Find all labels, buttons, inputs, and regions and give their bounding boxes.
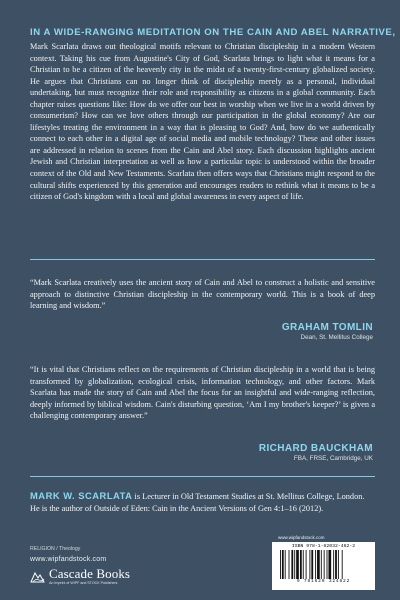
publisher-name: Cascade Books [49,566,131,581]
publisher-logo [30,566,130,586]
barcode-digits: 9 781620 324622 [296,579,351,584]
book-description: Mark Scarlata draws out theological motifs relevant to Christian discipleship in a modern Western context. Taking his cue from Augustine's City of God, Scarlata brings to light what it means for a Christian to be a citizen of the heavenly city in the midst of a twenty-first-century globalized society. He argues that Christians can no longer think of discipleship merely as a personal, individual undertaking, but must recognize their role and responsibility as citizens in a global community. Each chapter raises questions like: How do we offer our best in worship when we live in a world driven by consumerism? How can we love others through our participation in the global economy? Are our lifestyles treating the environment in a way that is pleasing to God? And, how do we authentically connect to each other in a digital age of social media and mobile technology? These and other issues are addressed in relation to scenes from the Cain and Abel story. Each discussion highlights ancient Jewish and Christian interpretation as well as how a particular topic is understood within the broader context of the Old and New Testaments. Scarlata then offers ways that Christians might respond to the cultural shifts experienced by this generation and encourages readers to rethink what it means to be a citizen of God's kingdom with a local and global awareness in every aspect of life. [30,42,375,202]
isbn-number: ISBN 978-1-62032-462-2 [291,544,356,549]
author-name: MARK W. SCARLATA [30,490,133,501]
divider [30,476,375,477]
barcode-icon [278,550,370,579]
divider [30,259,375,260]
endorser-title: FBA, FRSE, Cambridge, UK [293,455,373,462]
publisher-url: www.wipfandstock.com [30,556,107,563]
endorser-name: RICHARD BAUCKHAM [258,443,373,454]
category-label: RELIGION / Theology [30,546,81,552]
cascade-logo-icon [30,570,45,583]
endorser-title: Dean, St. Mellitus College [300,334,373,341]
endorsement-quote: “It is vital that Christians reflect on the requirements of Christian discipleship in a world that is being transformed by globalization, ecological crisis, information technology, and other factors. Mark Scarlata has made the story of Cain and Abel the focus for an insightful and wide-ranging reflection, deeply informed by biblical wisdom. Cain's disturbing question, ‘Am I my brother's keeper?’ is given a challenging contemporary answer.” [30,365,375,420]
headline: IN A WIDE-RANGING MEDITATION ON THE CAIN AND ABEL NARRATIVE, [30,27,396,38]
publisher-imprint: An Imprint of WIPF and STOCK Publishers [49,581,118,585]
endorsement-quote: “Mark Scarlata creatively uses the ancient story of Cain and Abel to construct a holistic and sensitive approach to distinctive Christian discipleship in the contemporary world. This is a book of deep learning and wisdom.” [30,278,375,310]
barcode-site: www.wipfandstock.com [278,535,325,540]
author-bio [30,490,375,514]
barcode [272,542,375,590]
author-bio-text: is Lecturer in Old Testament Studies at St. Mellitus College, London. He is the author of Outside of Eden: Cain in the Ancient Versions of Gen 4:1–16 (2012). [30,492,365,513]
endorser-name: GRAHAM TOMLIN [281,322,373,333]
